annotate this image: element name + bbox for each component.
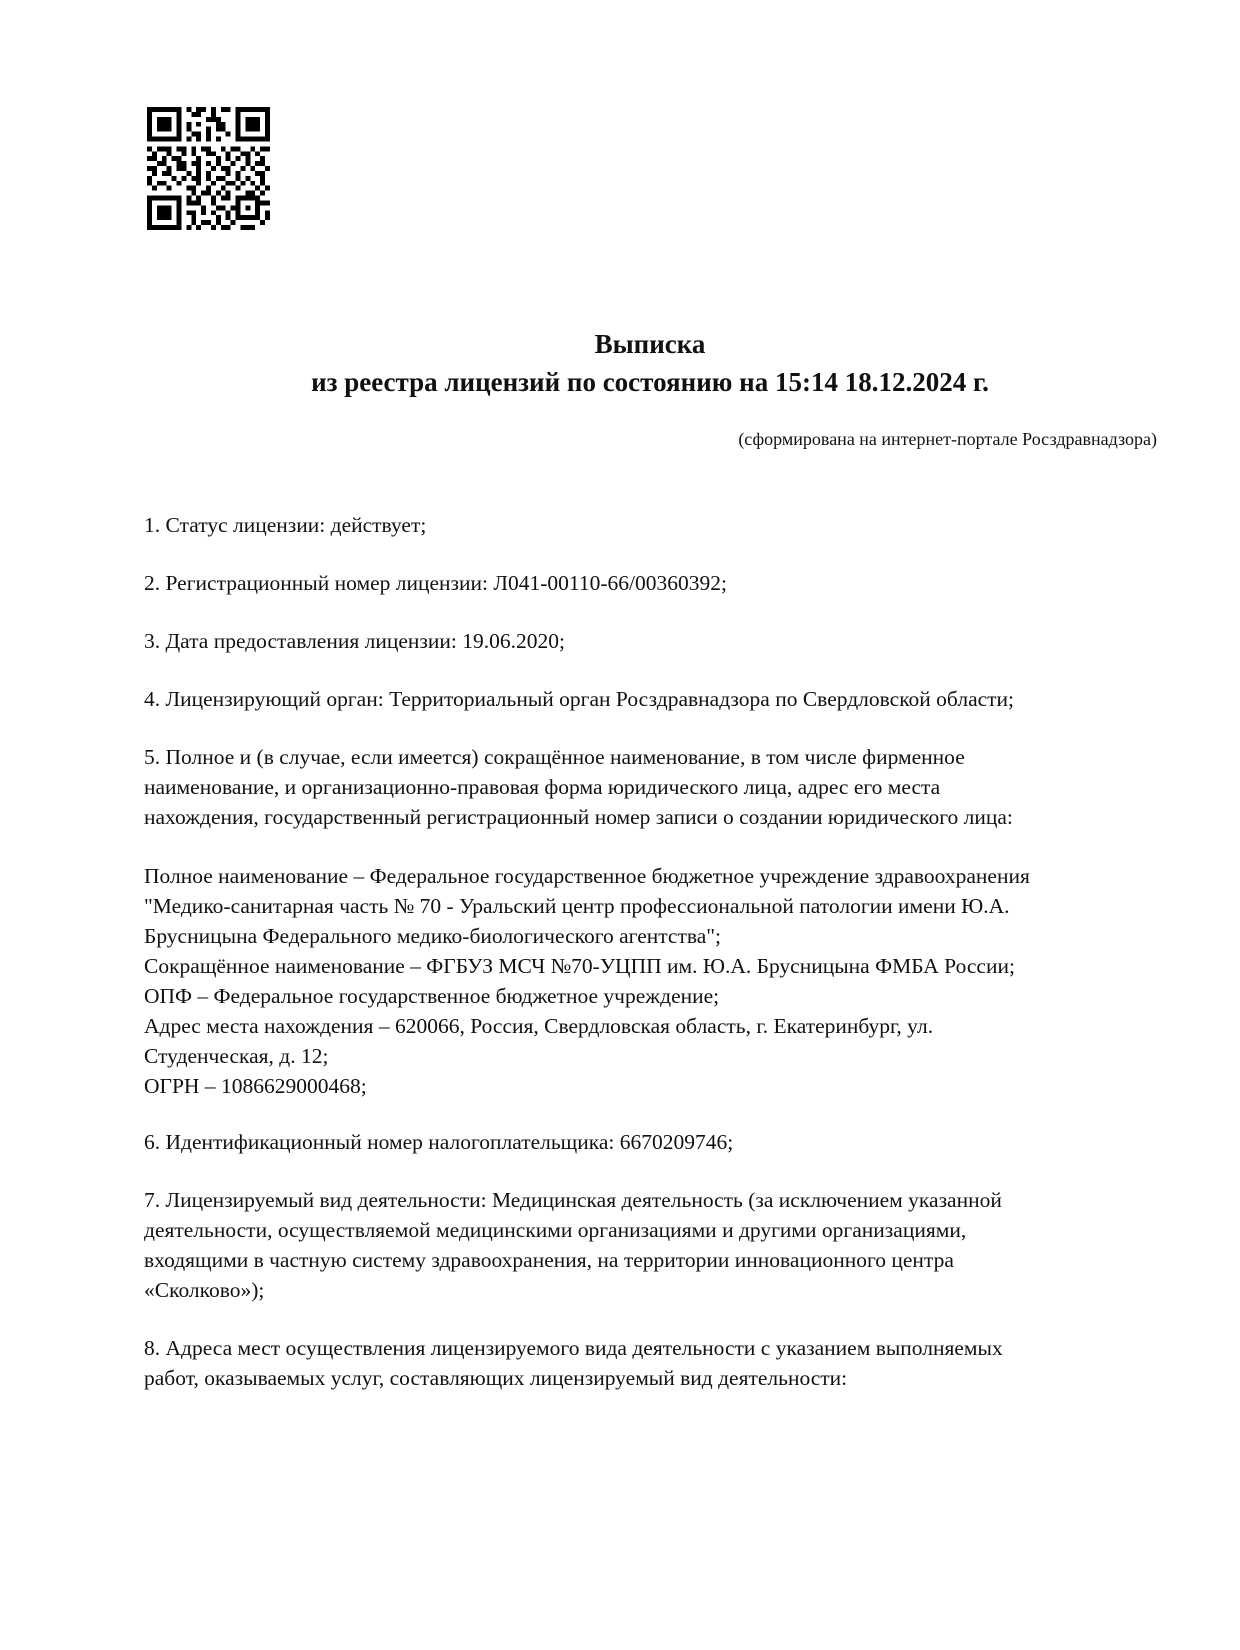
activity-addresses-heading xyxy=(144,1333,1164,1393)
license-date: 3. Дата предоставления лицензии: 19.06.2020; xyxy=(144,629,565,653)
organization-heading xyxy=(144,742,1164,832)
ogrn-line: ОГРН – 1086629000468; xyxy=(144,1074,367,1098)
text-line: наименование, и организационно-правовая форма юридического лица, адрес его места xyxy=(144,775,941,799)
text-line: нахождения, государственный регистрационный номер записи о создании юридического лица: xyxy=(144,805,1013,829)
legal-form-line: ОПФ – Федеральное государственное бюджетное учреждение; xyxy=(144,984,720,1008)
address-line: Адрес места нахождения – 620066, Россия, Свердловская область, г. Екатеринбург, ул. xyxy=(144,1014,934,1038)
text-line: деятельности, осуществляемой медицинскими организациями и другими организациями, xyxy=(144,1218,967,1242)
licensing-authority: 4. Лицензирующий орган: Территориальный орган Росздравнадзора по Свердловской области; xyxy=(144,687,1015,711)
license-status: 1. Статус лицензии: действует; xyxy=(144,513,427,537)
document-subtitle-heading: из реестра лицензий по состоянию на 15:14 18.12.2024 г. xyxy=(311,367,989,397)
license-reg-number: 2. Регистрационный номер лицензии: Л041-00110-66/00360392; xyxy=(144,571,727,595)
text-line: работ, оказываемых услуг, составляющих лицензируемый вид деятельности: xyxy=(144,1366,848,1390)
text-line: 8. Адреса мест осуществления лицензируемого вида деятельности с указанием выполняемых xyxy=(144,1336,1003,1360)
text-line: 7. Лицензируемый вид деятельности: Медицинская деятельность (за исключением указанной xyxy=(144,1188,1002,1212)
generation-note: (сформирована на интернет-портале Росздравнадзора) xyxy=(738,429,1157,449)
licensed-activity xyxy=(144,1185,1164,1305)
short-name-line: Сокращённое наименование – ФГБУЗ МСЧ №70-УЦПП им. Ю.А. Брусницына ФМБА России; xyxy=(144,954,1015,978)
document-title: Выписка xyxy=(594,329,706,359)
qr-code xyxy=(147,107,270,230)
taxpayer-id: 6. Идентификационный номер налогоплательщика: 6670209746; xyxy=(144,1130,734,1154)
organization-details xyxy=(144,861,1164,1101)
text-line: входящими в частную систему здравоохранения, на территории инновационного центра xyxy=(144,1248,954,1272)
full-name-line: Брусницына Федерального медико-биологического агентства"; xyxy=(144,924,722,948)
full-name-line: Полное наименование – Федеральное государственное бюджетное учреждение здравоохранения xyxy=(144,864,1030,888)
text-line: 5. Полное и (в случае, если имеется) сокращённое наименование, в том числе фирменное xyxy=(144,745,965,769)
address-line: Студенческая, д. 12; xyxy=(144,1044,329,1068)
text-line: «Сколково»); xyxy=(144,1278,265,1302)
full-name-line: "Медико-санитарная часть № 70 - Уральский центр профессиональной патологии имени Ю.А. xyxy=(144,894,1010,918)
